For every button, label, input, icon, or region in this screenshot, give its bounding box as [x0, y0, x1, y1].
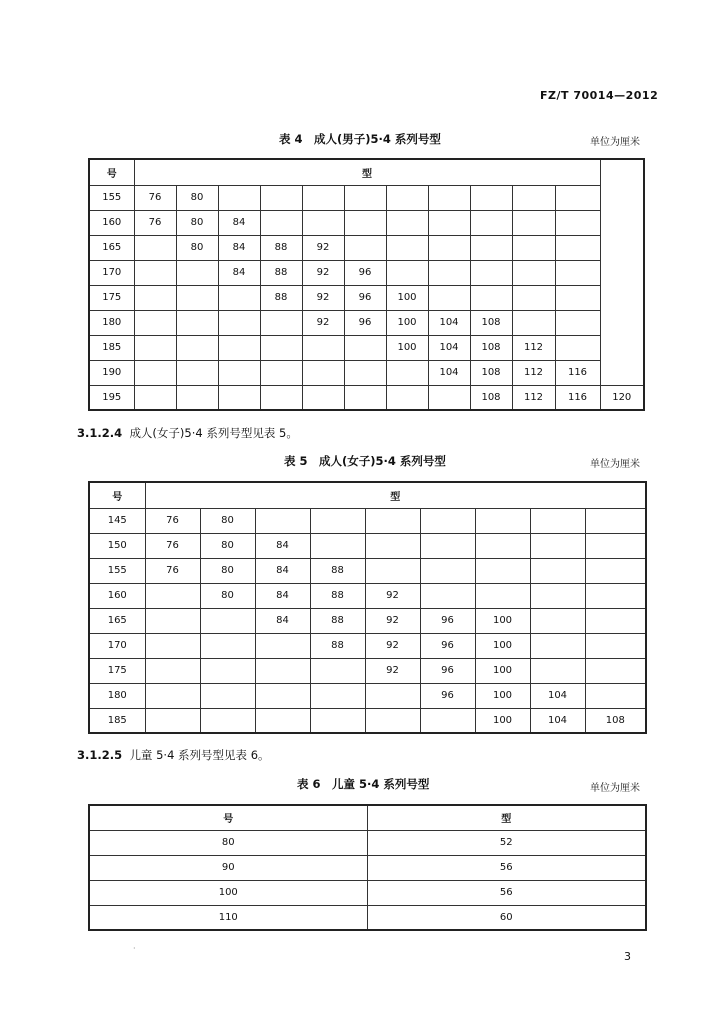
- xing-cell: [145, 608, 200, 633]
- hao-cell: 145: [89, 508, 145, 533]
- xing-cell: [585, 583, 646, 608]
- xing-cell: [260, 185, 302, 210]
- table4-body: [89, 185, 644, 410]
- xing-cell: [344, 235, 386, 260]
- xing-cell: [428, 385, 470, 410]
- table-row: [89, 210, 644, 235]
- xing-cell: 100: [475, 633, 530, 658]
- xing-cell: [344, 385, 386, 410]
- xing-cell: [344, 360, 386, 385]
- xing-cell: [218, 360, 260, 385]
- table6: [88, 804, 647, 931]
- xing-cell: [420, 583, 475, 608]
- xing-cell: [386, 235, 428, 260]
- xing-cell: [475, 583, 530, 608]
- xing-cell: [530, 608, 585, 633]
- xing-cell: 76: [145, 533, 200, 558]
- xing-cell: 80: [200, 508, 255, 533]
- table5-unit: 单位为厘米: [590, 459, 640, 470]
- xing-cell: [134, 235, 176, 260]
- xing-cell: [386, 185, 428, 210]
- xing-cell: [475, 508, 530, 533]
- clause-3-1-2-5-text: 儿童 5·4 系列号型见表 6。: [129, 748, 270, 762]
- hao-cell: 170: [89, 633, 145, 658]
- xing-cell: 120: [600, 385, 644, 410]
- table-row: [89, 558, 646, 583]
- xing-cell: 80: [176, 235, 218, 260]
- xing-cell: [344, 210, 386, 235]
- xing-cell: [302, 360, 344, 385]
- table-row: [89, 235, 644, 260]
- xing-cell: 96: [344, 310, 386, 335]
- xing-cell: [428, 185, 470, 210]
- xing-cell: [386, 260, 428, 285]
- xing-cell: 76: [134, 210, 176, 235]
- xing-cell: [428, 210, 470, 235]
- table-row: [89, 905, 646, 930]
- xing-cell: [145, 708, 200, 733]
- xing-cell: [176, 385, 218, 410]
- xing-cell: 84: [218, 210, 260, 235]
- xing-cell: [470, 185, 512, 210]
- table4: [88, 158, 645, 411]
- xing-cell: [218, 310, 260, 335]
- hao-cell: 175: [89, 285, 134, 310]
- xing-cell: 92: [302, 310, 344, 335]
- table-row: [89, 285, 644, 310]
- hao-cell: 185: [89, 335, 134, 360]
- xing-cell: [585, 558, 646, 583]
- table-row: [89, 880, 646, 905]
- table4-header-hao: 号: [89, 159, 134, 185]
- xing-cell: [512, 310, 555, 335]
- xing-cell: [555, 185, 600, 210]
- xing-cell: [302, 210, 344, 235]
- xing-cell: [200, 683, 255, 708]
- xing-cell: [176, 360, 218, 385]
- hao-cell: 190: [89, 360, 134, 385]
- xing-cell: 84: [255, 533, 310, 558]
- table5-caption: 表 5 成人(女子)5·4 系列号型: [284, 454, 446, 468]
- xing-cell: 104: [530, 683, 585, 708]
- xing-cell: [530, 633, 585, 658]
- xing-cell: [145, 583, 200, 608]
- xing-cell: [512, 185, 555, 210]
- xing-cell: [420, 533, 475, 558]
- xing-cell: 76: [134, 185, 176, 210]
- xing-cell: [255, 683, 310, 708]
- xing-cell: [344, 335, 386, 360]
- xing-cell: 52: [367, 830, 646, 855]
- table-row: [89, 608, 646, 633]
- xing-cell: [428, 235, 470, 260]
- xing-cell: 104: [530, 708, 585, 733]
- table-row: [89, 385, 644, 410]
- xing-cell: [310, 708, 365, 733]
- xing-cell: [176, 260, 218, 285]
- xing-cell: [530, 533, 585, 558]
- xing-cell: 104: [428, 335, 470, 360]
- xing-cell: [365, 508, 420, 533]
- xing-cell: [585, 633, 646, 658]
- xing-cell: 56: [367, 880, 646, 905]
- xing-cell: 88: [310, 558, 365, 583]
- standard-number: FZ/T 70014—2012: [540, 89, 659, 102]
- table4-unit: 单位为厘米: [590, 137, 640, 148]
- table-row: [89, 360, 644, 385]
- table-row: [89, 683, 646, 708]
- xing-cell: [134, 335, 176, 360]
- xing-cell: [255, 658, 310, 683]
- table-row: [89, 260, 644, 285]
- xing-cell: [260, 335, 302, 360]
- xing-cell: [200, 708, 255, 733]
- xing-cell: [386, 385, 428, 410]
- xing-cell: [255, 708, 310, 733]
- xing-cell: [134, 360, 176, 385]
- xing-cell: 84: [255, 583, 310, 608]
- table-row: [89, 633, 646, 658]
- xing-cell: [512, 235, 555, 260]
- xing-cell: 108: [470, 310, 512, 335]
- xing-cell: [145, 683, 200, 708]
- xing-cell: [302, 335, 344, 360]
- xing-cell: 100: [475, 708, 530, 733]
- xing-cell: 92: [302, 235, 344, 260]
- xing-cell: [134, 260, 176, 285]
- xing-cell: 92: [302, 260, 344, 285]
- table-row: [89, 658, 646, 683]
- clause-3-1-2-4: [77, 425, 298, 441]
- xing-cell: [420, 708, 475, 733]
- xing-cell: 84: [255, 558, 310, 583]
- xing-cell: [512, 210, 555, 235]
- xing-cell: 116: [555, 385, 600, 410]
- xing-cell: 56: [367, 855, 646, 880]
- xing-cell: [200, 633, 255, 658]
- xing-cell: [365, 533, 420, 558]
- xing-cell: [302, 385, 344, 410]
- xing-cell: 84: [218, 260, 260, 285]
- xing-cell: 92: [302, 285, 344, 310]
- hao-cell: 195: [89, 385, 134, 410]
- table5-header-xing: 型: [145, 482, 646, 508]
- xing-cell: [260, 360, 302, 385]
- xing-cell: [555, 235, 600, 260]
- xing-cell: 80: [200, 533, 255, 558]
- xing-cell: [200, 608, 255, 633]
- table-row: [89, 335, 644, 360]
- xing-cell: [310, 683, 365, 708]
- hao-cell: 160: [89, 210, 134, 235]
- xing-cell: 92: [365, 633, 420, 658]
- xing-cell: 88: [310, 608, 365, 633]
- xing-cell: 88: [260, 235, 302, 260]
- xing-cell: [555, 260, 600, 285]
- xing-cell: 92: [365, 608, 420, 633]
- xing-cell: 100: [475, 608, 530, 633]
- xing-cell: 88: [260, 260, 302, 285]
- clause-3-1-2-5: [77, 747, 270, 763]
- xing-cell: [585, 608, 646, 633]
- table6-unit: 单位为厘米: [590, 783, 640, 794]
- hao-cell: 180: [89, 683, 145, 708]
- xing-cell: [365, 708, 420, 733]
- table-row: [89, 708, 646, 733]
- xing-cell: [255, 633, 310, 658]
- xing-cell: [530, 508, 585, 533]
- xing-cell: [176, 335, 218, 360]
- xing-cell: [218, 185, 260, 210]
- xing-cell: 80: [176, 210, 218, 235]
- xing-cell: 96: [420, 683, 475, 708]
- xing-cell: [470, 285, 512, 310]
- xing-cell: [218, 385, 260, 410]
- xing-cell: [585, 658, 646, 683]
- xing-cell: 80: [200, 558, 255, 583]
- xing-cell: [530, 583, 585, 608]
- xing-cell: 112: [512, 335, 555, 360]
- xing-cell: [134, 385, 176, 410]
- xing-cell: 80: [176, 185, 218, 210]
- xing-cell: 108: [470, 335, 512, 360]
- table6-header-xing: 型: [367, 805, 646, 830]
- xing-cell: [530, 658, 585, 683]
- xing-cell: [470, 210, 512, 235]
- hao-cell: 165: [89, 235, 134, 260]
- table-row: [89, 855, 646, 880]
- xing-cell: [145, 658, 200, 683]
- xing-cell: [555, 210, 600, 235]
- table6-caption: 表 6 儿童 5·4 系列号型: [297, 777, 430, 791]
- xing-cell: [512, 260, 555, 285]
- xing-cell: 112: [512, 385, 555, 410]
- xing-cell: [365, 558, 420, 583]
- xing-cell: [428, 285, 470, 310]
- table5-header-hao: 号: [89, 482, 145, 508]
- xing-cell: [176, 285, 218, 310]
- xing-cell: 100: [475, 658, 530, 683]
- xing-cell: [475, 533, 530, 558]
- xing-cell: 88: [260, 285, 302, 310]
- table-row: [89, 310, 644, 335]
- xing-cell: [585, 683, 646, 708]
- xing-cell: 104: [428, 360, 470, 385]
- table5: [88, 481, 647, 734]
- xing-cell: [145, 633, 200, 658]
- table4-header-xing: 型: [134, 159, 600, 185]
- xing-cell: [470, 235, 512, 260]
- xing-cell: 100: [475, 683, 530, 708]
- table-row: [89, 533, 646, 558]
- xing-cell: 96: [420, 633, 475, 658]
- xing-cell: 100: [386, 310, 428, 335]
- xing-cell: 88: [310, 633, 365, 658]
- xing-cell: 84: [255, 608, 310, 633]
- table-row: [89, 508, 646, 533]
- hao-cell: 170: [89, 260, 134, 285]
- xing-cell: 60: [367, 905, 646, 930]
- xing-cell: 76: [145, 508, 200, 533]
- table-row: [89, 583, 646, 608]
- xing-cell: [555, 285, 600, 310]
- xing-cell: 96: [420, 658, 475, 683]
- xing-cell: [218, 335, 260, 360]
- xing-cell: [386, 360, 428, 385]
- hao-cell: 185: [89, 708, 145, 733]
- xing-cell: [310, 508, 365, 533]
- xing-cell: [310, 658, 365, 683]
- xing-cell: [585, 508, 646, 533]
- xing-cell: [260, 310, 302, 335]
- hao-cell: 175: [89, 658, 145, 683]
- table-row: [89, 830, 646, 855]
- hao-cell: 80: [89, 830, 367, 855]
- xing-cell: 116: [555, 360, 600, 385]
- xing-cell: [475, 558, 530, 583]
- xing-cell: 92: [365, 583, 420, 608]
- hao-cell: 165: [89, 608, 145, 633]
- xing-cell: 108: [470, 385, 512, 410]
- xing-cell: 96: [344, 260, 386, 285]
- hao-cell: 155: [89, 185, 134, 210]
- xing-cell: [302, 185, 344, 210]
- xing-cell: [176, 310, 218, 335]
- xing-cell: 76: [145, 558, 200, 583]
- table-row: [89, 185, 644, 210]
- xing-cell: 92: [365, 658, 420, 683]
- table6-body: [89, 830, 646, 930]
- clause-3-1-2-5-number: 3.1.2.5: [77, 748, 123, 762]
- xing-cell: 84: [218, 235, 260, 260]
- hao-cell: 100: [89, 880, 367, 905]
- hao-cell: 155: [89, 558, 145, 583]
- xing-cell: [555, 310, 600, 335]
- xing-cell: 80: [200, 583, 255, 608]
- clause-3-1-2-4-number: 3.1.2.4: [77, 426, 123, 440]
- xing-cell: 108: [470, 360, 512, 385]
- xing-cell: 88: [310, 583, 365, 608]
- xing-cell: [470, 260, 512, 285]
- xing-cell: 108: [585, 708, 646, 733]
- scan-mark: ·: [133, 944, 136, 953]
- xing-cell: [255, 508, 310, 533]
- xing-cell: [420, 508, 475, 533]
- xing-cell: 112: [512, 360, 555, 385]
- xing-cell: 96: [344, 285, 386, 310]
- hao-cell: 110: [89, 905, 367, 930]
- xing-cell: [530, 558, 585, 583]
- hao-cell: 150: [89, 533, 145, 558]
- xing-cell: [344, 185, 386, 210]
- xing-cell: [386, 210, 428, 235]
- xing-cell: [310, 533, 365, 558]
- xing-cell: [134, 285, 176, 310]
- xing-cell: [365, 683, 420, 708]
- xing-cell: [260, 385, 302, 410]
- xing-cell: [428, 260, 470, 285]
- hao-cell: 160: [89, 583, 145, 608]
- xing-cell: [555, 335, 600, 360]
- clause-3-1-2-4-text: 成人(女子)5·4 系列号型见表 5。: [129, 426, 298, 440]
- table4-caption: 表 4 成人(男子)5·4 系列号型: [279, 132, 441, 146]
- xing-cell: 104: [428, 310, 470, 335]
- xing-cell: [260, 210, 302, 235]
- xing-cell: [218, 285, 260, 310]
- hao-cell: 180: [89, 310, 134, 335]
- table6-header-hao: 号: [89, 805, 367, 830]
- xing-cell: [134, 310, 176, 335]
- xing-cell: 100: [386, 335, 428, 360]
- hao-cell: 90: [89, 855, 367, 880]
- xing-cell: 100: [386, 285, 428, 310]
- xing-cell: [200, 658, 255, 683]
- xing-cell: [585, 533, 646, 558]
- xing-cell: [420, 558, 475, 583]
- table5-body: [89, 508, 646, 733]
- xing-cell: [512, 285, 555, 310]
- page-number: 3: [624, 950, 631, 963]
- xing-cell: 96: [420, 608, 475, 633]
